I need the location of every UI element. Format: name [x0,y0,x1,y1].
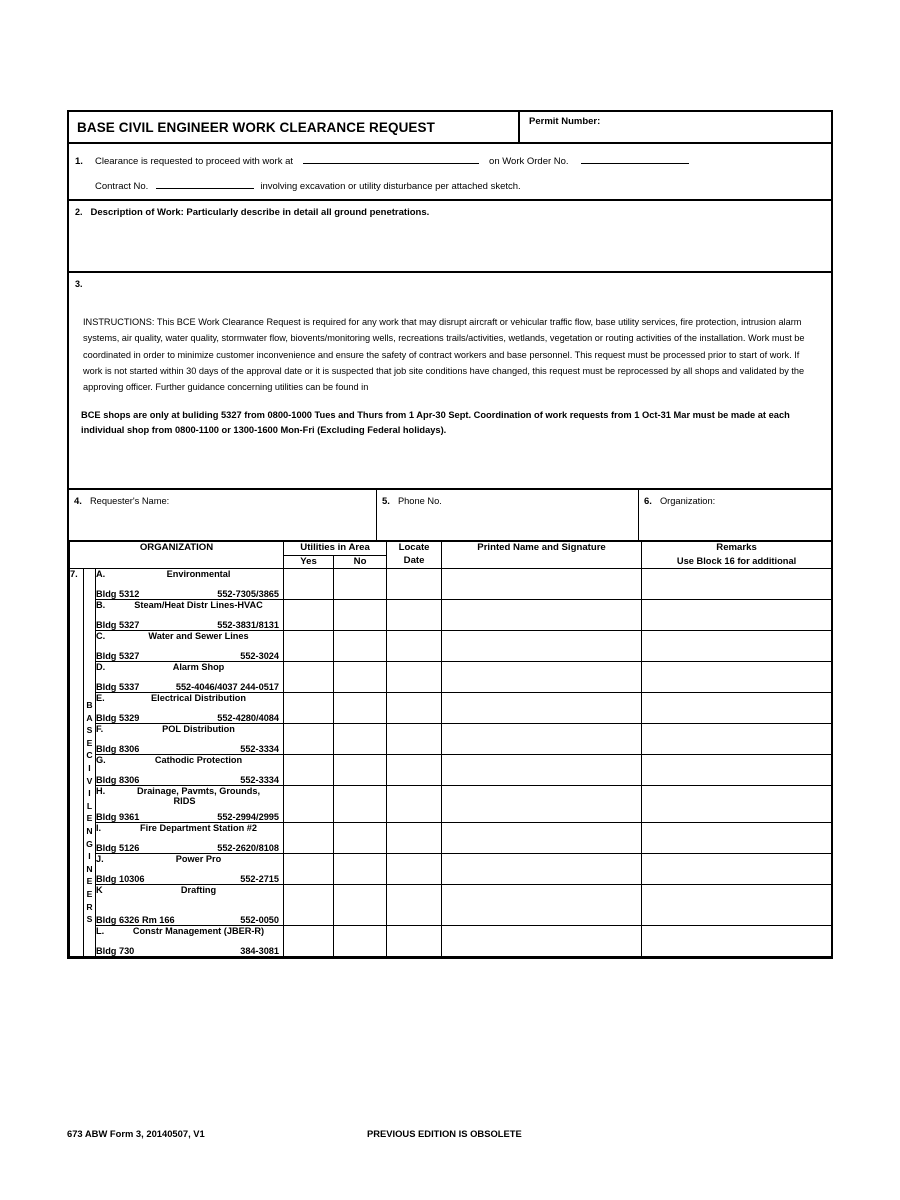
printed-name-signature-cell[interactable] [442,693,642,724]
row-building: Bldg 5327 [96,620,140,630]
header-no: No [334,556,387,569]
yes-checkbox-cell[interactable] [284,693,334,724]
locate-date-cell[interactable] [387,854,442,885]
row-letter: B. [96,600,106,610]
table-row [70,724,832,755]
row-letter: I. [96,823,102,833]
printed-name-signature-cell[interactable] [442,631,642,662]
yes-checkbox-cell[interactable] [284,885,334,926]
locate-date-cell[interactable] [387,755,442,786]
table-row [70,631,832,662]
block-3-instructions [69,273,831,490]
table-row [70,926,832,957]
no-checkbox-cell[interactable] [334,569,387,600]
organization-cell [96,854,284,885]
row-shop-name: Electrical Distribution [151,693,246,703]
row-letter: G. [96,755,106,765]
organization-label: Organization: [659,496,716,506]
table-row [70,885,832,926]
form-title-row [69,112,831,144]
table-row [70,569,832,600]
organization-cell [96,885,284,926]
header-remarks [642,542,832,569]
printed-name-signature-cell[interactable] [442,724,642,755]
table-row [70,854,832,885]
no-checkbox-cell[interactable] [334,854,387,885]
row-building: Bldg 5126 [96,843,140,853]
table-row [70,662,832,693]
row-shop-name: Environmental [166,569,231,579]
row-shop-name: Water and Sewer Lines [148,631,249,641]
organization-cell [96,786,284,823]
organization-cell [96,823,284,854]
yes-checkbox-cell[interactable] [284,755,334,786]
row-letter: A. [96,569,106,579]
header-remarks-line2: Use Block 16 for additional [676,555,797,566]
remarks-cell[interactable] [642,631,832,662]
block-5-number: 5. [382,496,390,507]
row-building: Bldg 5329 [96,713,140,723]
row-letter: H. [96,786,106,796]
block-2-title: Description of Work: Particularly describe in detail all ground penetrations. [90,207,430,218]
work-clearance-form [67,110,833,959]
block-6-number: 6. [644,496,652,507]
row-shop-name: Cathodic Protection [154,755,243,765]
organization-field[interactable] [639,490,831,540]
vertical-base-civil-engineers-label [84,569,96,957]
locate-date-cell[interactable] [387,724,442,755]
row-building: Bldg 8306 [96,744,140,754]
no-checkbox-cell[interactable] [334,662,387,693]
row-phone: 552-2620/8108 [217,843,280,853]
row-letter: L. [96,926,105,936]
no-checkbox-cell[interactable] [334,786,387,823]
row-phone: 552-3334 [240,775,280,785]
header-locate-date-line1: Locate [398,542,430,553]
row-building: Bldg 8306 [96,775,140,785]
locate-date-cell[interactable] [387,823,442,854]
table-row [70,693,832,724]
remarks-cell[interactable] [642,755,832,786]
permit-number-cell[interactable] [520,112,831,142]
form-id-text: 673 ABW Form 3, 20140507, V1 [67,1128,205,1139]
block-2-number: 2. [75,207,83,217]
phone-no-label: Phone No. [397,496,442,506]
yes-checkbox-cell[interactable] [284,600,334,631]
printed-name-signature-cell[interactable] [442,755,642,786]
organization-cell [96,600,284,631]
table-row [70,600,832,631]
block-1-text-a: Clearance is requested to proceed with work at [95,156,294,167]
row-phone: 552-3831/8131 [217,620,280,630]
remarks-cell[interactable] [642,662,832,693]
row-shop-name: Drafting [180,885,217,895]
row-phone: 552-0050 [240,915,280,925]
block-4-number: 4. [74,496,82,507]
locate-date-cell[interactable] [387,662,442,693]
header-organization: ORGANIZATION [70,542,284,569]
row-letter: F. [96,724,104,734]
yes-checkbox-cell[interactable] [284,724,334,755]
contract-no-input[interactable] [156,177,254,189]
block-2-header [75,207,429,218]
remarks-cell[interactable] [642,926,832,957]
remarks-cell[interactable] [642,600,832,631]
row-phone: 384-3081 [240,946,280,956]
row-phone: 552-2715 [240,874,280,884]
requester-info-row [69,490,831,541]
row-building: Bldg 5327 [96,651,140,661]
row-phone: 552-7305/3865 [217,589,280,599]
row-phone: 552-4280/4084 [217,713,280,723]
table-row [70,786,832,823]
row-building: Bldg 10306 [96,874,145,884]
organization-cell [96,569,284,600]
row-shop-name: Constr Management (JBER-R) [132,926,265,936]
row-building: Bldg 5337 [96,682,140,692]
row-phone: 552-3024 [240,651,280,661]
work-at-input[interactable] [303,152,479,164]
printed-name-signature-cell[interactable] [442,823,642,854]
no-checkbox-cell[interactable] [334,755,387,786]
remarks-cell[interactable] [642,885,832,926]
header-printed-name-signature: Printed Name and Signature [442,542,642,569]
row-phone: 552-2994/2995 [217,812,280,822]
no-checkbox-cell[interactable] [334,631,387,662]
block-1-text-b: on Work Order No. [489,156,569,167]
instructions-paragraph: INSTRUCTIONS: This BCE Work Clearance Request is required for any work that may disrupt aircraft or vehicular traffic flow, base utility services, fire protection, intrusion alarm systems, air quality, water quality, stormwater flow, biovents/monitoring wells, recreations trails/activities, wetlands, vegetation or routing activities of the installation. Work must be coordinated in order to minimize customer inconvenience and ensure the safety of contract workers and base personnel. This request must be processed prior to start of work. If work is not started within 30 days of the approval date or it is suspected that job site conditions have changed, this request must be reprocessed by all shops and validated by the approving officer. Further guidance concerning utilities can be found in [83,317,805,393]
no-checkbox-cell[interactable] [334,885,387,926]
bce-shops-note: BCE shops are only at buliding 5327 from 0800-1000 Tues and Thurs from 1 Apr-30 Sept. Coordination of work requests from 1 Oct-31 Mar must be made at each individual shop from 0800-1100 or 1300-1600 Mon-Fri (Excluding Federal holidays). [81,410,790,435]
no-checkbox-cell[interactable] [334,823,387,854]
phone-no-field[interactable] [377,490,639,540]
header-locate-date [387,542,442,569]
row-letter: D. [96,662,106,672]
organization-cell [96,631,284,662]
yes-checkbox-cell[interactable] [284,786,334,823]
printed-name-signature-cell[interactable] [442,854,642,885]
remarks-cell[interactable] [642,786,832,823]
page-title: BASE CIVIL ENGINEER WORK CLEARANCE REQUEST [77,119,435,135]
row-shop-name: Steam/Heat Distr Lines-HVAC [134,600,263,610]
table-header-row-1 [70,542,832,556]
remarks-cell[interactable] [642,693,832,724]
header-yes: Yes [284,556,334,569]
block-1-line-1 [75,152,827,167]
row-shop-name: Power Pro [175,854,222,864]
block-7-number: 7. [70,569,84,957]
printed-name-signature-cell[interactable] [442,926,642,957]
locate-date-cell[interactable] [387,693,442,724]
block-1-clearance [69,144,831,201]
requester-name-label: Requester's Name: [89,496,170,506]
row-shop-name: Alarm Shop [172,662,225,672]
yes-checkbox-cell[interactable] [284,631,334,662]
row-phone: 552-3334 [240,744,280,754]
locate-date-cell[interactable] [387,786,442,823]
block-1-text-c: involving excavation or utility disturbance per attached sketch. [260,181,521,192]
vertical-label-letters: B A S E C I V I L E N G I N E E R S [86,700,93,925]
organization-cell [96,724,284,755]
permit-number-label: Permit Number: [529,116,601,127]
remarks-cell[interactable] [642,823,832,854]
organization-table [69,541,832,957]
yes-checkbox-cell[interactable] [284,823,334,854]
row-building: Bldg 730 [96,946,135,956]
row-letter: E. [96,693,105,703]
remarks-cell[interactable] [642,724,832,755]
yes-checkbox-cell[interactable] [284,569,334,600]
remarks-cell[interactable] [642,854,832,885]
yes-checkbox-cell[interactable] [284,662,334,693]
row-letter: J. [96,854,104,864]
remarks-cell[interactable] [642,569,832,600]
no-checkbox-cell[interactable] [334,600,387,631]
no-checkbox-cell[interactable] [334,693,387,724]
locate-date-cell[interactable] [387,600,442,631]
organization-cell [96,926,284,957]
table-row [70,755,832,786]
row-building: Bldg 6326 Rm 166 [96,915,175,925]
header-locate-date-line2: Date [403,554,425,566]
no-checkbox-cell[interactable] [334,926,387,957]
row-letter: C. [96,631,106,641]
row-shop-name-line2: RIDS [173,796,196,806]
block-1-line-2 [75,177,521,192]
requester-name-field[interactable] [69,490,377,540]
block-1-number: 1. [75,156,83,167]
locate-date-cell[interactable] [387,569,442,600]
form-title-cell [69,112,520,142]
yes-checkbox-cell[interactable] [284,854,334,885]
work-order-no-input[interactable] [581,152,689,164]
locate-date-cell[interactable] [387,631,442,662]
row-shop-name: POL Distribution [162,724,235,734]
row-shop-name: Fire Department Station #2 [140,823,257,833]
table-row [70,823,832,854]
yes-checkbox-cell[interactable] [284,926,334,957]
contract-no-label: Contract No. [95,181,149,192]
block-3-number: 3. [75,279,83,289]
organization-table-body [70,569,832,957]
row-phone: 552-4046/4037 244-0517 [175,682,280,692]
printed-name-signature-cell[interactable] [442,600,642,631]
organization-cell [96,693,284,724]
row-building: Bldg 5312 [96,589,140,599]
header-remarks-line1: Remarks [716,542,757,553]
printed-name-signature-cell[interactable] [442,569,642,600]
printed-name-signature-cell[interactable] [442,885,642,926]
printed-name-signature-cell[interactable] [442,662,642,693]
printed-name-signature-cell[interactable] [442,786,642,823]
organization-cell [96,755,284,786]
no-checkbox-cell[interactable] [334,724,387,755]
row-letter: K [96,885,103,895]
organization-cell [96,662,284,693]
locate-date-cell[interactable] [387,926,442,957]
row-building: Bldg 9361 [96,812,140,822]
row-shop-name: Drainage, Pavmts, Grounds, [136,786,261,796]
block-2-description-of-work[interactable] [69,201,831,273]
organization-table-head [70,542,832,569]
previous-edition-note: PREVIOUS EDITION IS OBSOLETE [367,1128,522,1139]
locate-date-cell[interactable] [387,885,442,926]
header-utilities-in-area: Utilities in Area [284,542,387,556]
